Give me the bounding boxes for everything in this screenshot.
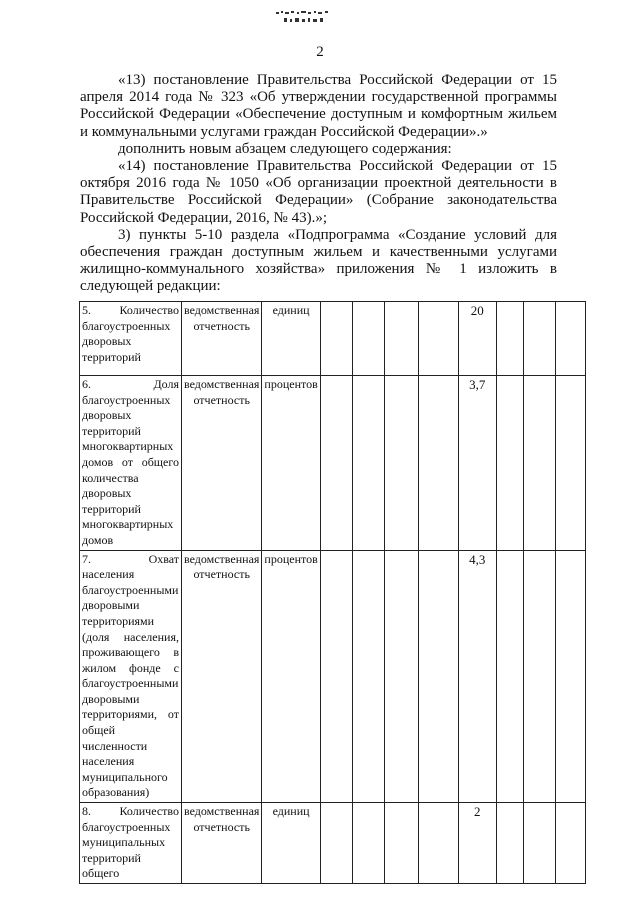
indicator-unit: процентов <box>262 376 320 551</box>
empty-cell <box>418 302 458 376</box>
empty-cell <box>352 302 384 376</box>
empty-cell <box>384 376 418 551</box>
indicator-value: 4,3 <box>458 550 496 803</box>
empty-cell <box>418 376 458 551</box>
indicator-name: 7. Охват населения благоустроенными дворовыми территориями (доля населения, проживающего в жилом фонде с благоустроенными дворовыми территориями, от общей численности населения муниципального образования) <box>80 550 182 803</box>
indicator-value: 2 <box>458 803 496 884</box>
empty-cell <box>555 302 585 376</box>
paragraph-item-14: «14) постановление Правительства Российской Федерации от 15 октября 2016 года № 1050 «Об организации проектной деятельности в Правительстве Российской Федерации» (Собрание законодательства Российской Федерации, 2016, № 43).»; <box>80 158 557 226</box>
indicator-unit: единиц <box>262 803 320 884</box>
indicators-table <box>79 301 586 884</box>
document-body <box>80 72 557 296</box>
indicator-value: 3,7 <box>458 376 496 551</box>
indicator-unit: единиц <box>262 302 320 376</box>
empty-cell <box>352 803 384 884</box>
empty-cell <box>320 302 352 376</box>
empty-cell <box>418 550 458 803</box>
empty-cell <box>523 376 555 551</box>
empty-cell <box>320 376 352 551</box>
empty-cell <box>352 550 384 803</box>
empty-cell <box>418 803 458 884</box>
table-row <box>80 803 586 884</box>
empty-cell <box>352 376 384 551</box>
indicator-source: ведомственная отчетность <box>182 302 262 376</box>
empty-cell <box>496 376 523 551</box>
indicator-unit: процентов <box>262 550 320 803</box>
table-row <box>80 376 586 551</box>
table-row <box>80 550 586 803</box>
empty-cell <box>555 550 585 803</box>
indicator-source: ведомственная отчетность <box>182 803 262 884</box>
empty-cell <box>320 550 352 803</box>
empty-cell <box>555 803 585 884</box>
paragraph-item-13: «13) постановление Правительства Российской Федерации от 15 апреля 2014 года № 323 «Об утверждении государственной программы Российской Федерации «Обеспечение доступным и комфортным жильем и коммунальными услугами граждан Российской Федерации».» <box>80 72 557 140</box>
empty-cell <box>384 550 418 803</box>
empty-cell <box>496 803 523 884</box>
empty-cell <box>496 302 523 376</box>
empty-cell <box>384 803 418 884</box>
page-number: 2 <box>316 44 324 60</box>
empty-cell <box>523 550 555 803</box>
indicator-name: 6. Доля благоустроенных дворовых территорий многоквартирных домов от общего количества дворовых территорий многоквартирных домов <box>80 376 182 551</box>
empty-cell <box>523 803 555 884</box>
empty-cell <box>523 302 555 376</box>
table-row <box>80 302 586 376</box>
paragraph-item-3: 3) пункты 5-10 раздела «Подпрограмма «Создание условий для обеспечения граждан доступным жильем и качественными услугами жилищно-коммунального хозяйства» приложения № 1 изложить в следующей редакции: <box>80 226 557 295</box>
indicator-name: 8. Количество благоустроенных муниципальных территорий общего <box>80 803 182 884</box>
empty-cell <box>555 376 585 551</box>
empty-cell <box>320 803 352 884</box>
indicator-source: ведомственная отчетность <box>182 376 262 551</box>
empty-cell <box>384 302 418 376</box>
indicator-name: 5. Количество благоустроенных дворовых территорий <box>80 302 182 376</box>
indicator-source: ведомственная отчетность <box>182 550 262 803</box>
empty-cell <box>496 550 523 803</box>
paragraph-supplement-intro: дополнить новым абзацем следующего содержания: <box>118 140 452 157</box>
indicator-value: 20 <box>458 302 496 376</box>
registration-stamp-mark <box>270 8 340 30</box>
